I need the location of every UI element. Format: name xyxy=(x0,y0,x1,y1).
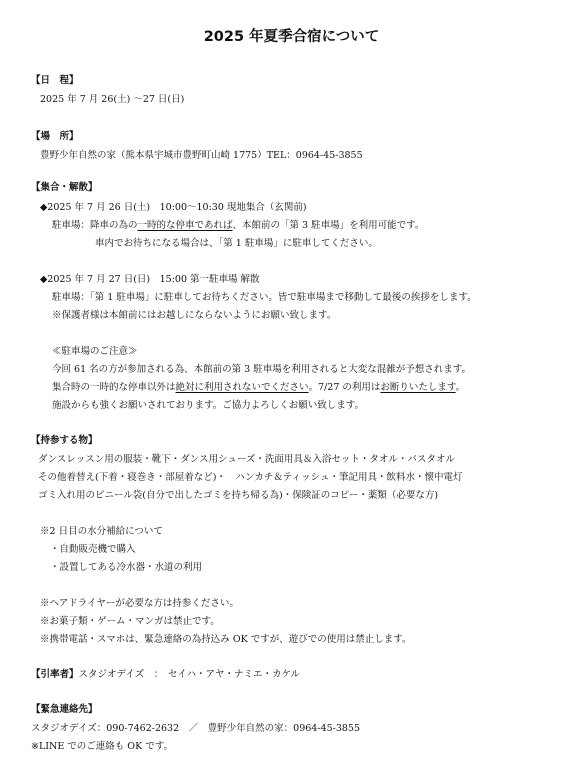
caution-2-text-b: 。7/27 の利用は xyxy=(308,382,381,393)
venue-text: 豊野少年自然の家（熊本県宇城市豊野町山崎 1775）TEL：0964-45-3855 xyxy=(40,150,363,161)
caution-line-1: 今回 61 名の方が参加される為、本館前の第 3 駐車場を利用されると大変な混雑が予想されます。 xyxy=(52,364,471,375)
items-line-2: その他着替え(下着・寝巻き・部屋着など)・ ハンカチ＆ティッシュ・筆記用具・飲料水・懐中電灯 xyxy=(38,472,463,483)
caution-2-underlined-2: お断りいたします xyxy=(380,382,456,393)
water-heading: ※2 日目の水分補給について xyxy=(40,526,163,537)
items-line-3: ゴミ入れ用のビニール袋(自分で出したゴミを持ち帰る為)・保険証のコピー・薬類（必要な方) xyxy=(38,490,439,501)
emergency-contacts: スタジオデイズ：090-7462-2632 ／ 豊野少年自然の家：0964-45-3855 xyxy=(31,723,361,734)
leaders-text: スタジオデイズ ： セイハ・アヤ・ナミエ・カケル xyxy=(78,669,301,680)
gather-heading: 【集合・解散】 xyxy=(31,182,98,193)
items-heading: 【持参する物】 xyxy=(31,435,98,446)
caution-2-underlined-1: 絶対に利用されないでください xyxy=(175,382,309,393)
note-2: ※お菓子類・ゲーム・マンガは禁止です。 xyxy=(40,616,220,627)
caution-line-3: 施設からも強くお願いされております。ご協力よろしくお願い致します。 xyxy=(52,400,364,411)
note-3: ※携帯電話・スマホは、緊急連絡の為持込み OK ですが、遊びでの使用は禁止します。 xyxy=(40,634,412,645)
emergency-heading: 【緊急連絡先】 xyxy=(31,704,98,715)
day1-parking xyxy=(52,220,424,232)
emergency-line-note: ※LINE でのご連絡も OK です。 xyxy=(31,741,173,752)
day1-parking-underlined: 一時的な停車であれば xyxy=(137,220,233,231)
leaders-heading: 【引率者】 xyxy=(31,669,79,680)
day1-parking-text-a: 駐車場：降車の為の xyxy=(52,220,138,231)
items-line-1: ダンスレッスン用の服装・靴下・ダンス用シューズ・洗面用具＆入浴セット・タオル・バスタオル xyxy=(38,454,455,465)
water-option-2: ・設置してある冷水器・水道の利用 xyxy=(50,562,203,573)
note-1: ※ヘアドライヤーが必要な方は持参ください。 xyxy=(40,598,239,609)
day2-note: ※保護者様は本館前にはお越しにならないようにお願い致します。 xyxy=(52,310,337,321)
caution-heading: ≪駐車場のご注意≫ xyxy=(52,346,138,357)
water-option-1: ・自動販売機で購入 xyxy=(50,544,136,555)
day2-line: ◆2025 年 7 月 27 日(日) 15:00 第一駐車場 解散 xyxy=(40,274,260,285)
day1-line: ◆2025 年 7 月 26 日(土) 10:00～10:30 現地集合（玄関前) xyxy=(40,202,307,213)
caution-line-2 xyxy=(52,382,465,394)
schedule-heading: 【日 程】 xyxy=(31,75,79,86)
page-title: 2025 年夏季合宿について xyxy=(203,29,380,45)
caution-2-text-c: 。 xyxy=(455,382,466,393)
day1-parking-2: 車内でお待ちになる場合は、「第 1 駐車場」に駐車してください。 xyxy=(95,238,378,249)
leaders-line xyxy=(31,669,300,681)
day2-parking: 駐車場：「第 1 駐車場」に駐車してお待ちください。皆で駐車場まで移動して最後の挨拶をします。 xyxy=(52,292,477,303)
caution-2-text-a: 集合時の一時的な停車以外は xyxy=(52,382,176,393)
day1-parking-text-b: 、本館前の「第 3 駐車場」を利用可能です。 xyxy=(232,220,425,231)
venue-heading: 【場 所】 xyxy=(31,131,79,142)
schedule-dates: 2025 年 7 月 26(土) ～27 日(日) xyxy=(40,94,185,105)
